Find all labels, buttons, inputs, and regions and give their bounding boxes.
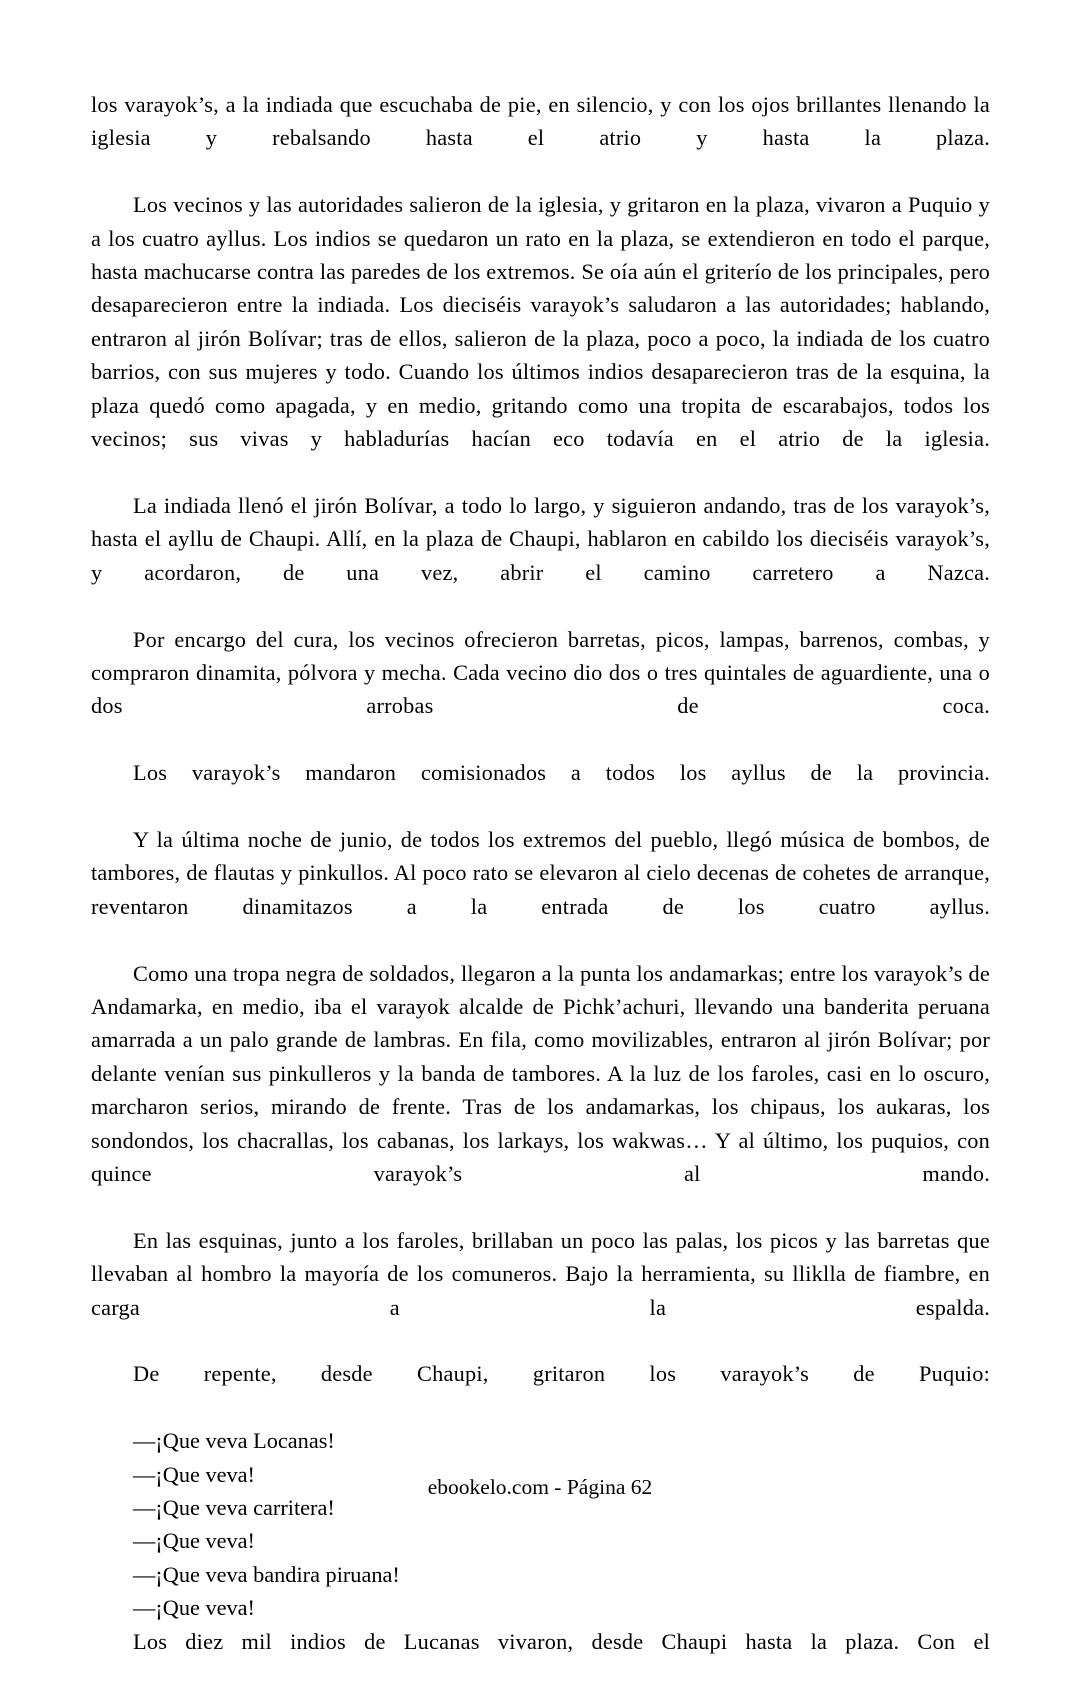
paragraph: Como una tropa negra de soldados, llegaron a la punta los andamarkas; entre los varayok’s de Andamarka, en medio, iba el varayok alcalde de Pichk’achuri, llevando una banderita peruana amarrada a un palo grande de lambras. En fila, como movilizables, entraron al jirón Bolívar; por delante venían sus pinkulleros y la banda de tambores. A la luz de los faroles, casi en lo oscuro, marcharon serios, mirando de frente. Tras de los andamarkas, los chipaus, los aukaras, los sondondos, los chacrallas, los cabanas, los larkays, los wakwas… Y al último, los puquios, con quince varayok’s al mando. (91, 960, 990, 1186)
paragraph: La indiada llenó el jirón Bolívar, a todo lo largo, y siguieron andando, tras de los varayok’s, hasta el ayllu de Chaupi. Allí, en la plaza de Chaupi, hablaron en cabildo los dieciséis varayok’s, y acordaron, de una vez, abrir el camino carretero a Nazca. (91, 492, 990, 585)
dialogue-line: —¡Que veva! (133, 1595, 255, 1621)
body-text-column (91, 88, 990, 1692)
dialogue-line: —¡Que veva bandira piruana! (133, 1561, 400, 1587)
paragraph: Y la última noche de junio, de todos los extremos del pueblo, llegó música de bombos, de tambores, de flautas y pinkullos. Al poco rato se elevaron al cielo decenas de cohetes de arranque, reventaron dinamitazos a la entrada de los cuatro ayllus. (91, 826, 990, 919)
paragraph: De repente, desde Chaupi, gritaron los varayok’s de Puquio: (133, 1361, 990, 1387)
footer-text: ebookelo.com - Página 62 (427, 1475, 653, 1499)
paragraph: En las esquinas, junto a los faroles, brillaban un poco las palas, los picos y las barretas que llevaban al hombro la mayoría de los comuneros. Bajo la herramienta, su lliklla de fiambre, en carga a la espalda. (91, 1227, 990, 1320)
dialogue-line: —¡Que veva carritera! (133, 1495, 335, 1521)
dialogue-line: —¡Que veva Locanas! (133, 1428, 335, 1454)
paragraph: Los vecinos y las autoridades salieron de la iglesia, y gritaron en la plaza, vivaron a Puquio y a los cuatro ayllus. Los indios se quedaron un rato en la plaza, se extendieron en todo el parque, hasta machucarse contra las paredes de los extremos. Se oía aún el griterío de los principales, pero desaparecieron entre la indiada. Los dieciséis varayok’s saludaron a las autoridades; hablando, entraron al jirón Bolívar; tras de ellos, salieron de la plaza, poco a poco, la indiada de los cuatro barrios, con sus mujeres y todo. Cuando los últimos indios desaparecieron tras de la esquina, la plaza quedó como apagada, y en medio, gritando como una tropita de escarabajos, todos los vecinos; sus vivas y habladurías hacían eco todavía en el atrio de la iglesia. (91, 192, 990, 452)
paragraph: Los varayok’s mandaron comisionados a todos los ayllus de la provincia. (133, 760, 990, 786)
page-footer (0, 1473, 1080, 1501)
dialogue-line: —¡Que veva! (133, 1461, 255, 1487)
paragraph: Los diez mil indios de Lucanas vivaron, desde Chaupi hasta la plaza. Con el (133, 1628, 990, 1654)
paragraph: Por encargo del cura, los vecinos ofrecieron barretas, picos, lampas, barrenos, combas, y compraron dinamita, pólvora y mecha. Cada vecino dio dos o tres quintales de aguardiente, una o dos arrobas de coca. (91, 626, 990, 719)
dialogue-line: —¡Que veva! (133, 1528, 255, 1554)
paragraph: los varayok’s, a la indiada que escuchaba de pie, en silencio, y con los ojos brillantes llenando la iglesia y rebalsando hasta el atrio y hasta la plaza. (91, 92, 990, 151)
